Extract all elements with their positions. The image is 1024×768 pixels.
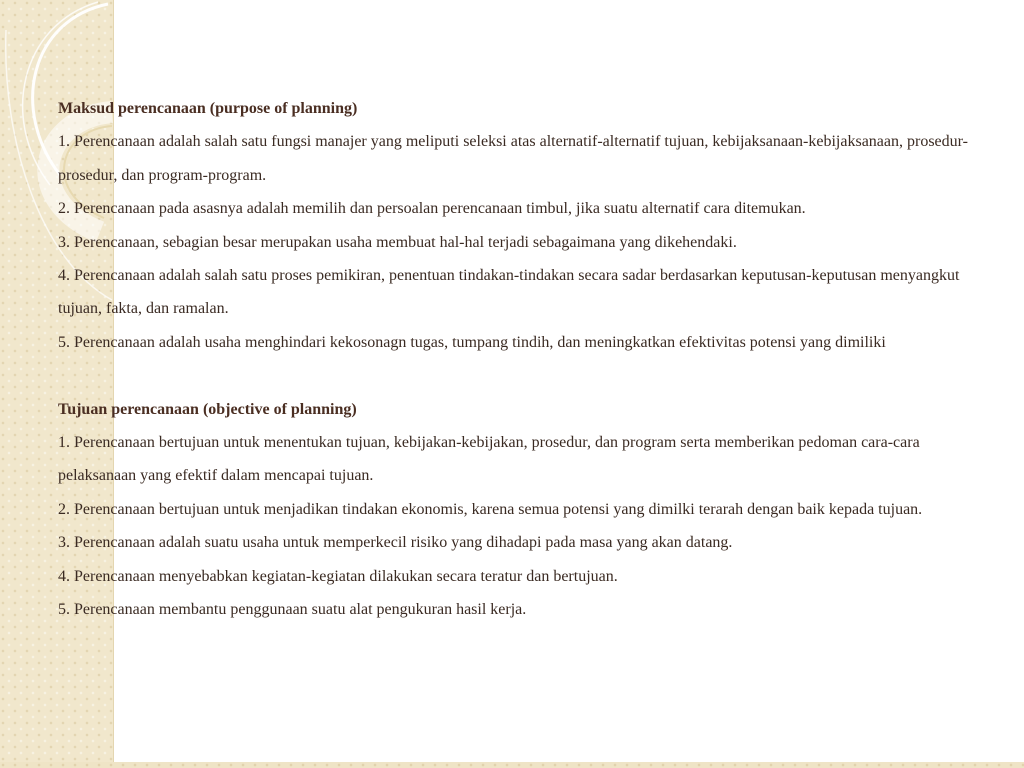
purpose-item-3: 3. Perencanaan, sebagian besar merupakan usaha membuat hal-hal terjadi sebagaimana yang dikehendaki.	[58, 233, 737, 251]
purpose-item-5: 5. Perencanaan adalah usaha menghindari kekosonagn tugas, tumpang tindih, dan meningkatkan efektivitas potensi yang dimiliki	[58, 333, 886, 351]
objective-heading: Tujuan perencanaan (objective of planning)	[58, 400, 357, 418]
objective-item-1: 1. Perencanaan bertujuan untuk menentukan tujuan, kebijakan-kebijakan, prosedur, dan program serta memberikan pedoman cara-cara pelaksanaan yang efektif dalam mencapai tujuan.	[58, 434, 920, 485]
objective-item-5: 5. Perencanaan membantu penggunaan suatu alat pengukuran hasil kerja.	[58, 601, 527, 619]
slide-content	[58, 92, 968, 626]
decorative-bottom-strip	[0, 762, 1024, 768]
purpose-heading: Maksud perencanaan (purpose of planning)	[58, 100, 358, 117]
objective-item-3: 3. Perencanaan adalah suatu usaha untuk memperkecil risiko yang dihadapi pada masa yang akan datang.	[58, 534, 733, 552]
purpose-item-1: 1. Perencanaan adalah salah satu fungsi manajer yang meliputi seleksi atas alternatif-alternatif tujuan, kebijaksanaan-kebijaksanaan, prosedur-prosedur, dan program-program.	[58, 133, 968, 184]
objective-item-4: 4. Perencanaan menyebabkan kegiatan-kegiatan dilakukan secara teratur dan bertujuan.	[58, 567, 618, 585]
purpose-item-2: 2. Perencanaan pada asasnya adalah memilih dan persoalan perencanaan timbul, jika suatu alternatif cara ditemukan.	[58, 200, 806, 218]
objective-item-2: 2. Perencanaan bertujuan untuk menjadikan tindakan ekonomis, karena semua potensi yang dimilki terarah dengan baik kepada tujuan.	[58, 500, 923, 518]
section-spacer	[58, 359, 968, 392]
purpose-item-4: 4. Perencanaan adalah salah satu proses pemikiran, penentuan tindakan-tindakan secara sadar berdasarkan keputusan-keputusan menyangkut tujuan, fakta, dan ramalan.	[58, 267, 960, 318]
